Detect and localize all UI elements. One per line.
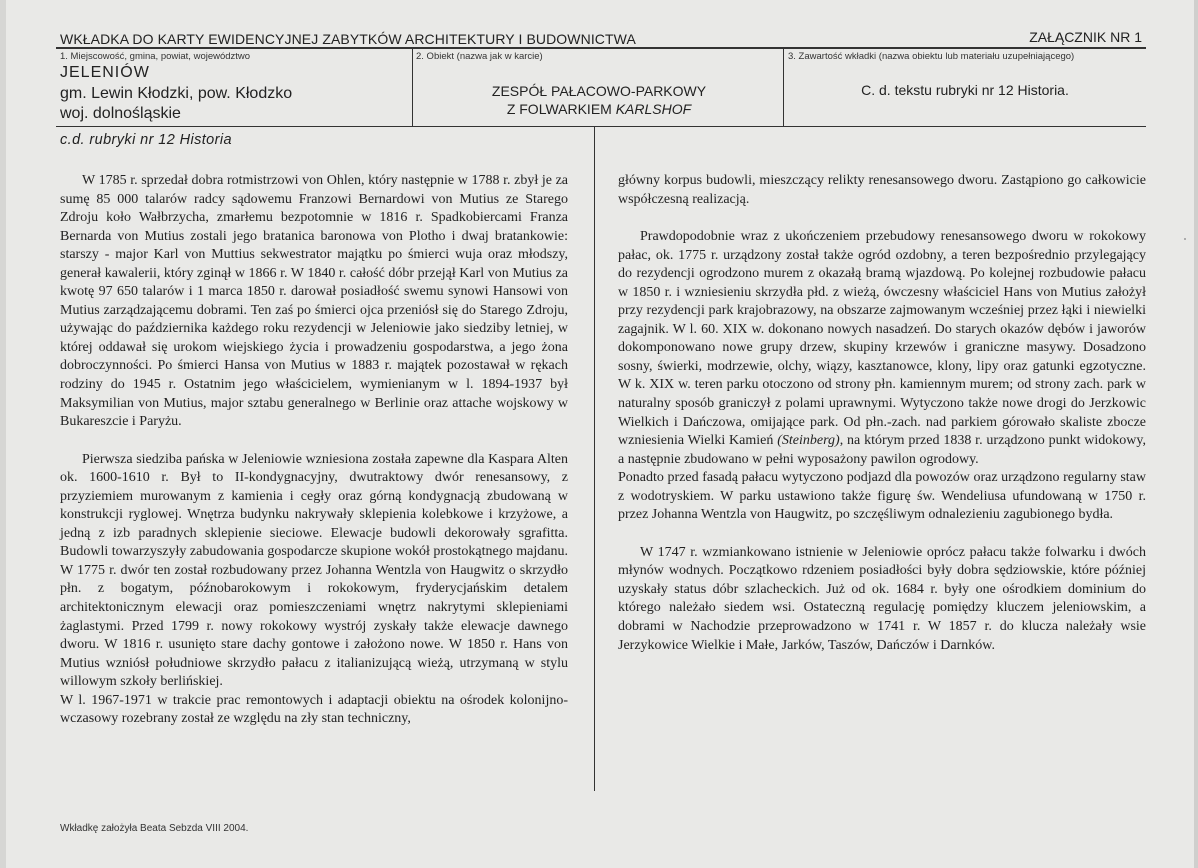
- annex-number: ZAŁĄCZNIK NR 1: [1029, 29, 1142, 45]
- scan-speck: [1184, 238, 1186, 240]
- location-field-label: 1. Miejscowość, gmina, powiat, województwo: [60, 51, 251, 62]
- paragraph: Pierwsza siedziba pańska w Jeleniowie wzniesiona została zapewne dla Kaspara Alten ok. 1600-1610 r. Był to II-kondygnacyjny, dwutraktowy dwór renesansowy, z przyziemiem murowanym z kamienia i cegły oraz górną kondygnacją zbudowaną w konstrukcji ryglowej. Wnętrza budynku nakrywały sklepienia kolebkowe i krzyżowe, a jedną z izb paradnych sklepienie sieciowe. Elewacje budowli dekorowały sgrafitta. Budowli towarzyszyły zabudowania gospodarcze skupione wokół prostokątnego majdanu. W 1775 r. dwór ten został rozbudowany przez Johanna Wentzla von Haugwitz o skrzydło płn. z bogatym, późnobarokowym i rokokowym, fryderycjańskim detalem architektonicznym elewacji oraz pomieszczeniami wnętrz nakrytymi sklepieniami żaglastymi. Przed 1799 r. nowy rokokowy wystrój zyskały także elewacje dawnego dworu. W 1816 r. usunięto stare dachy gontowe i założono nowe. W 1850 r. Hans von Mutius wzniósł południowe skrzydło pałacu z italianizującą wieżą, utrzymaną w stylu willowym szkoły berlińskiej.: [60, 451, 568, 690]
- paragraph: W l. 1967-1971 w trakcie prac remontowych i adaptacji obiektu na ośrodek kolonijno-wczasowy rozebrany został ze względu na zły stan techniczny,: [60, 692, 568, 727]
- estate-name: KARLSHOF: [615, 101, 692, 117]
- village-name: JELENIÓW: [60, 64, 150, 81]
- right-text-column: [618, 172, 1146, 655]
- page-edge: [1194, 0, 1198, 868]
- column-divider: [594, 127, 595, 791]
- object-name-line1: ZESPÓŁ PAŁACOWO-PARKOWY: [491, 83, 707, 99]
- field-divider: [412, 48, 413, 126]
- paragraph: W 1747 r. wzmiankowano istnienie w Jeleniowie oprócz pałacu także folwarku i dwóch młynów wodnych. Początkowo rdzeniem posiadłości były dobra sędziowskie, które później uzyskały status dóbr szlacheckich. Już od ok. 1684 r. były one ośrodkiem dominium do którego należało siedem wsi. Ostateczną regulację pomiędzy kluczem jeleniowskim, a dobrami w Nachodzie przeprowadzono w 1741 r. W 1857 r. do klucza należały wsie Jerzykowice Wielkie i Małe, Jarków, Taszów, Dańczów i Darnków.: [618, 544, 1146, 653]
- page-edge: [0, 0, 6, 868]
- left-text-column: [60, 172, 568, 729]
- place-name-german: (Steinberg): [777, 433, 840, 449]
- object-field-label: 2. Obiekt (nazwa jak w karcie): [416, 51, 543, 62]
- paragraph: Prawdopodobnie wraz z ukończeniem przebudowy renesansowego dworu w rokokowy pałac, ok. 1775 r. urządzony został także ogród ozdobny, a teren bezpośrednio przylegający do rezydencji ogrodzono murem z okazałą bramą wjazdową. Po kolejnej rozbudowie pałacu w 1850 r. i wzniesieniu skrzydła płd. z wieżą, ówczesny właściciel Hans von Mutius założył przy rezydencji park krajobrazowy, na obszarze zajmowanym wcześniej przez łąki i niewielki zagajnik. W l. 60. XIX w. dokonano nowych nasadzeń. Do starych okazów dębów i jaworów dokomponowano nowe grupy drzew, skupiny krzewów i graniczne masywy. Dosadzono sosny, świerki, modrzewie, olchy, wiązy, kasztanowce, klony, lipy oraz gatunki egzotyczne. W k. XIX w. teren parku otoczono od strony płn. kamiennym murem; od strony zach. park w naturalny sposób graniczył z polami uprawnymi. Wytyczono także nowe drogi do Jerzkowic Wielkich i Dańczowa, omijające park. Od płn.-zach. nad parkiem górowało skaliste zbocze wzniesienia Wielki Kamień (Steinberg), na którym przed 1838 r. urządzono punkt widokowy, a następnie zbudowano w pełni wyposażony pawilon ogrodowy.: [618, 229, 1147, 467]
- paragraph: Ponadto przed fasadą pałacu wytyczono podjazd dla powozów oraz urządzono regularny staw z wodotryskiem. W parku ustawiono także figurę św. Wendeliusa ufundowaną w 1750 r. przez Johanna Wentzla von Haugwitz, po szczęśliwym odnalezieniu zagubionego bydła.: [618, 470, 1146, 523]
- section-heading: c.d. rubryki nr 12 Historia: [60, 132, 232, 148]
- author-note: Wkładkę założyła Beata Sebzda VIII 2004.: [60, 823, 249, 834]
- fields-bottom-rule: [56, 126, 1146, 127]
- municipality-district: gm. Lewin Kłodzki, pow. Kłodzko: [60, 85, 293, 102]
- voivodeship: woj. dolnośląskie: [60, 105, 181, 122]
- paragraph: główny korpus budowli, mieszczący relikty renesansowego dworu. Zastąpiono go całkowicie współczesną realizacją.: [618, 173, 1146, 207]
- content-field-label: 3. Zawartość wkładki (nazwa obiektu lub materiału uzupełniającego): [788, 51, 1075, 62]
- header-rule: [56, 47, 1146, 49]
- content-description: C. d. tekstu rubryki nr 12 Historia.: [861, 82, 1069, 98]
- form-title: WKŁADKA DO KARTY EWIDENCYJNEJ ZABYTKÓW ARCHITEKTURY I BUDOWNICTWA: [60, 31, 636, 47]
- paragraph: W 1785 r. sprzedał dobra rotmistrzowi von Ohlen, który następnie w 1788 r. zbył je za sumę 85 000 talarów radcy sądowemu Franzowi Bernardowi von Mutius ze Starego Zdroju koło Wałbrzycha, zmarłemu bezpotomnie w 1816 r. Spadkobiercami Franza Bernarda von Mutius zostali jego bratanica baronowa von Plotho i dwaj bratankowie: starszy - major Karl von Muttius sekwestrator majątku po śmierci wuja oraz młodszy, generał kawalerii, który zginął w 1866 r. W 1840 r. całość dóbr przejął Karl von Mutius za kwotę 97 650 talarów i 1 marca 1850 r. darował posiadłość swemu synowi Hansowi von Mutius zarządzającemu dobrami. Ten zaś po śmierci ojca przeniósł się do Starego Zdroju, używając do października każdego roku rezydencji w Jeleniowie jako siedziby letniej, w której oddawał się urokom wiejskiego życia i prowadzeniu gospodarstwa, a jego żona dobroczynności. Po śmierci Hansa von Mutius w 1883 r. majątek pozostawał w rękach rodziny do 1945 r. Ostatnim jego właścicielem, wymienianym w l. 1894-1937 był Maksymilian von Mutius, major sztabu generalnego w Berlinie oraz attache wojskowy w Bukareszcie i Paryżu.: [60, 173, 568, 430]
- object-name-line2: Z FOLWARKIEM KARLSHOF: [506, 101, 692, 117]
